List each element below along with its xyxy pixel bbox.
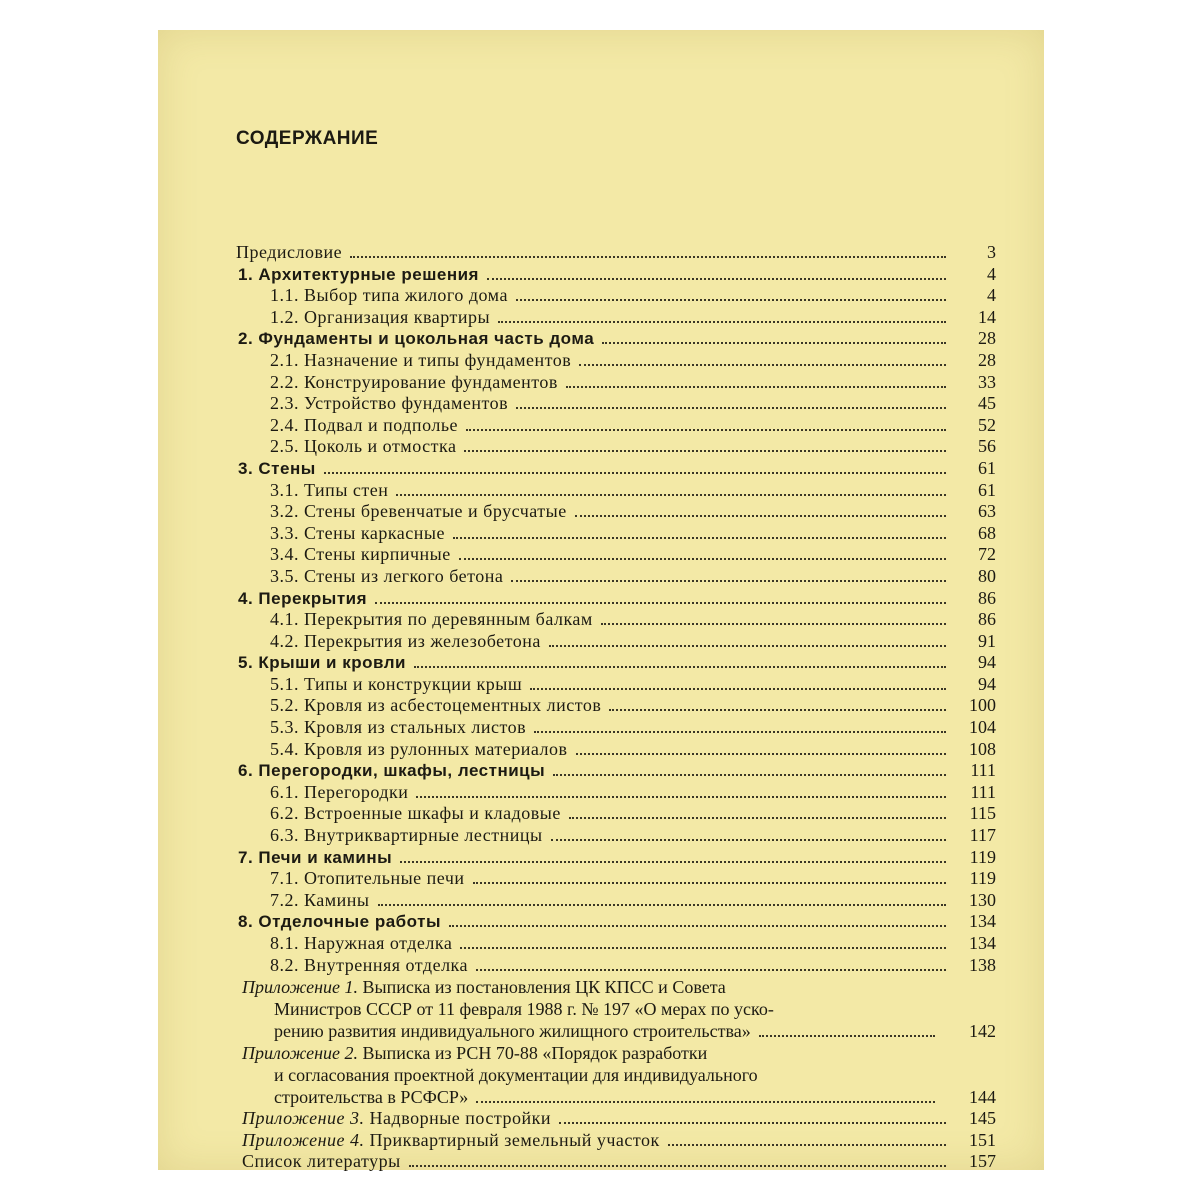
page-title: СОДЕРЖАНИЕ — [236, 128, 379, 149]
toc-entry-label: 2.2. Конструирование фундаментов — [270, 371, 558, 392]
appendix-1-page: 142 — [969, 1021, 996, 1042]
toc-section — [236, 782, 996, 804]
toc-entry-label: 8.2. Внутренняя отделка — [270, 954, 469, 975]
toc-leader-dots — [487, 278, 946, 280]
appendix-1-text — [236, 976, 941, 1042]
appendix-2-text — [236, 1042, 941, 1108]
appendix-2-prefix: Приложение 2. — [242, 1043, 359, 1064]
toc-appendix-4 — [236, 1130, 996, 1152]
toc-chapter — [236, 328, 996, 350]
toc-entry-label: 8. Отделочные работы — [238, 912, 441, 932]
toc-chapter — [236, 911, 996, 933]
toc-entry-page: 68 — [978, 522, 996, 543]
toc-leader-dots — [575, 515, 946, 517]
toc-entry — [236, 242, 996, 264]
toc-leader-dots — [602, 342, 946, 344]
appendix-1-leader — [759, 1035, 935, 1037]
toc-entry-page: 4 — [987, 263, 996, 284]
toc-entry-label: 3.3. Стены каркасные — [270, 522, 445, 543]
toc-entry-label: 6.3. Внутриквартирные лестницы — [270, 825, 543, 846]
toc-section — [236, 825, 996, 847]
toc-section — [236, 674, 996, 696]
toc-entry-label: 4.2. Перекрытия из железобетона — [270, 630, 541, 651]
toc-section — [236, 285, 996, 307]
appendix-4-page: 151 — [969, 1129, 996, 1150]
toc-entry-page: 119 — [969, 846, 996, 867]
toc-leader-dots — [601, 623, 946, 625]
appendix-4-title: Приквартирный земельный участок — [369, 1129, 660, 1150]
toc-chapter — [236, 458, 996, 480]
appendix-2-line-1: Выписка из РСН 70-88 «Порядок разработки — [362, 1043, 708, 1064]
appendix-4-prefix: Приложение 4. — [242, 1129, 365, 1150]
toc-section — [236, 350, 996, 372]
toc-leader-dots — [449, 925, 946, 927]
toc-entry-page: 14 — [978, 306, 996, 327]
toc-leader-dots — [400, 861, 946, 863]
toc-leader-dots — [476, 969, 946, 971]
toc-entry-label: 5.3. Кровля из стальных листов — [270, 717, 527, 738]
toc-entry-page: 28 — [978, 349, 996, 370]
toc-entry-page: 63 — [978, 501, 996, 522]
toc-section — [236, 890, 996, 912]
toc-section — [236, 544, 996, 566]
toc-entry-label: 7.2. Камины — [270, 889, 370, 910]
toc-chapter — [236, 652, 996, 674]
toc-entry-page: 134 — [969, 933, 996, 953]
bibliography-page: 157 — [969, 1151, 996, 1172]
toc-leader-dots — [414, 666, 946, 668]
toc-leader-dots — [378, 904, 946, 906]
toc-entry-page: 94 — [978, 652, 996, 673]
toc-entry-page: 111 — [970, 781, 996, 802]
toc-entry-label: 2.5. Цоколь и отмостка — [270, 436, 457, 457]
toc-entry-label: 3. Стены — [238, 458, 316, 478]
toc-appendix-3 — [236, 1108, 996, 1130]
toc-section — [236, 695, 996, 717]
toc-section — [236, 523, 996, 545]
toc-section — [236, 393, 996, 415]
toc-leader-dots — [375, 602, 946, 604]
toc-entry-label: 4. Перекрытия — [238, 588, 368, 608]
toc-entry-label: 5.2. Кровля из асбестоцементных листов — [270, 695, 602, 716]
toc-leader-dots — [466, 429, 946, 431]
appendix-1-line-1: Выписка из постановления ЦК КПСС и Совета — [362, 977, 726, 998]
toc-entry-page: 3 — [987, 242, 996, 262]
toc-leader-dots — [551, 839, 946, 841]
toc-entry-page: 91 — [978, 630, 996, 651]
toc-entry-label: 5. Крыши и кровли — [238, 653, 406, 673]
toc-entry-page: 104 — [969, 717, 996, 738]
toc-entries — [236, 242, 996, 976]
toc-leader-dots — [566, 386, 946, 388]
appendix-3-title: Надворные постройки — [369, 1108, 551, 1129]
toc-section — [236, 480, 996, 502]
toc-entry-label: 3.4. Стены кирпичные — [270, 544, 451, 565]
toc-leader-dots — [576, 753, 947, 755]
toc-leader-dots — [464, 450, 946, 452]
toc-leader-dots — [324, 472, 946, 474]
toc-entry-page: 86 — [978, 587, 996, 608]
toc-leader-dots — [609, 709, 946, 711]
toc-leader-dots — [460, 947, 946, 949]
toc-entry-label: 2. Фундаменты и цокольная часть дома — [238, 329, 595, 349]
appendix-3-page: 145 — [969, 1108, 996, 1129]
toc-section — [236, 933, 996, 955]
toc-leader-dots — [516, 299, 946, 301]
toc-section — [236, 631, 996, 653]
toc-entry-label: 6. Перегородки, шкафы, лестницы — [238, 761, 546, 781]
toc-entry-page: 138 — [969, 954, 996, 975]
toc-leader-dots — [416, 796, 946, 798]
table-of-contents — [236, 242, 996, 1173]
toc-leader-dots — [579, 364, 946, 366]
toc-section — [236, 566, 996, 588]
toc-section — [236, 372, 996, 394]
toc-entry-label: 3.5. Стены из легкого бетона — [270, 565, 504, 586]
appendix-4-leader — [668, 1144, 946, 1146]
toc-section — [236, 501, 996, 523]
toc-entry-page: 130 — [969, 889, 996, 910]
toc-section — [236, 868, 996, 890]
toc-entry-label: 1.2. Организация квартиры — [270, 306, 491, 327]
toc-entry-label: 1. Архитектурные решения — [238, 264, 479, 284]
toc-leader-dots — [459, 558, 946, 560]
toc-entry-label: Предисловие — [236, 242, 343, 262]
appendix-2-page: 144 — [969, 1087, 996, 1108]
toc-leader-dots — [516, 407, 946, 409]
toc-entry-label: 2.1. Назначение и типы фундаментов — [270, 349, 572, 370]
toc-entry-page: 80 — [978, 565, 996, 586]
toc-entry-label: 3.2. Стены бревенчатые и брусчатые — [270, 501, 567, 522]
appendix-2-leader — [476, 1101, 935, 1103]
toc-leader-dots — [511, 580, 946, 582]
toc-entry-page: 52 — [978, 414, 996, 435]
toc-section — [236, 955, 996, 977]
toc-leader-dots — [396, 494, 946, 496]
toc-entry-page: 61 — [978, 479, 996, 500]
toc-entry-label: 5.1. Типы и конструкции крыш — [270, 673, 523, 694]
toc-section — [236, 717, 996, 739]
toc-entry-page: 28 — [978, 328, 996, 349]
toc-leader-dots — [553, 774, 946, 776]
toc-entry-page: 94 — [978, 673, 996, 694]
toc-entry-page: 45 — [978, 393, 996, 414]
toc-chapter — [236, 760, 996, 782]
toc-entry-label: 2.4. Подвал и подполье — [270, 414, 459, 435]
toc-entry-page: 134 — [969, 911, 996, 932]
toc-entry-label: 4.1. Перекрытия по деревянным балкам — [270, 609, 593, 630]
toc-leader-dots — [569, 817, 946, 819]
toc-section — [236, 739, 996, 761]
toc-entry-page: 56 — [978, 436, 996, 457]
appendix-3-leader — [559, 1122, 946, 1124]
toc-entry-page: 61 — [978, 457, 996, 478]
toc-section — [236, 803, 996, 825]
toc-entry-label: 8.1. Наружная отделка — [270, 933, 453, 953]
toc-section — [236, 609, 996, 631]
toc-entry-page: 4 — [987, 285, 996, 306]
toc-entry-page: 115 — [969, 803, 996, 824]
book-page — [158, 30, 1044, 1170]
toc-section — [236, 307, 996, 329]
bibliography-label: Список литературы — [242, 1151, 401, 1172]
toc-entry-page: 72 — [978, 544, 996, 565]
bibliography-leader — [409, 1165, 946, 1167]
toc-leader-dots — [530, 688, 946, 690]
toc-entry-page: 33 — [978, 371, 996, 392]
toc-leader-dots — [549, 645, 946, 647]
appendix-1-line-3: рению развития индивидуального жилищного строительства» — [274, 1021, 751, 1042]
toc-entry-label: 3.1. Типы стен — [270, 479, 389, 500]
toc-leader-dots — [350, 256, 946, 258]
toc-entry-label: 1.1. Выбор типа жилого дома — [270, 285, 508, 306]
toc-entry-page: 119 — [969, 868, 996, 889]
toc-bibliography — [236, 1151, 996, 1173]
toc-entry-page: 108 — [969, 738, 996, 759]
toc-entry-page: 111 — [970, 760, 996, 781]
appendix-1-prefix: Приложение 1. — [242, 977, 359, 998]
toc-appendix-1 — [236, 976, 996, 1042]
toc-section — [236, 436, 996, 458]
toc-entry-page: 117 — [969, 825, 996, 846]
toc-entry-page: 86 — [978, 609, 996, 630]
toc-entry-label: 2.3. Устройство фундаментов — [270, 393, 509, 414]
toc-leader-dots — [453, 537, 946, 539]
appendix-2-line-3: строительства в РСФСР» — [274, 1087, 469, 1108]
appendix-2-line-2: и согласования проектной документации для индивидуального — [274, 1065, 758, 1086]
toc-entry-label: 7. Печи и камины — [238, 847, 393, 867]
appendix-1-line-2: Министров СССР от 11 февраля 1988 г. № 197 «О мерах по уско- — [274, 999, 774, 1020]
appendix-3-prefix: Приложение 3. — [242, 1108, 365, 1129]
toc-leader-dots — [534, 731, 946, 733]
toc-leader-dots — [473, 882, 946, 884]
toc-entry-page: 100 — [969, 695, 996, 716]
toc-chapter — [236, 264, 996, 286]
toc-appendix-2 — [236, 1042, 996, 1108]
toc-entry-label: 5.4. Кровля из рулонных материалов — [270, 738, 568, 759]
toc-entry-label: 7.1. Отопительные печи — [270, 868, 465, 889]
toc-entry-label: 6.2. Встроенные шкафы и кладовые — [270, 803, 561, 824]
toc-section — [236, 415, 996, 437]
toc-leader-dots — [498, 321, 946, 323]
toc-chapter — [236, 588, 996, 610]
toc-entry-label: 6.1. Перегородки — [270, 781, 409, 802]
toc-chapter — [236, 847, 996, 869]
